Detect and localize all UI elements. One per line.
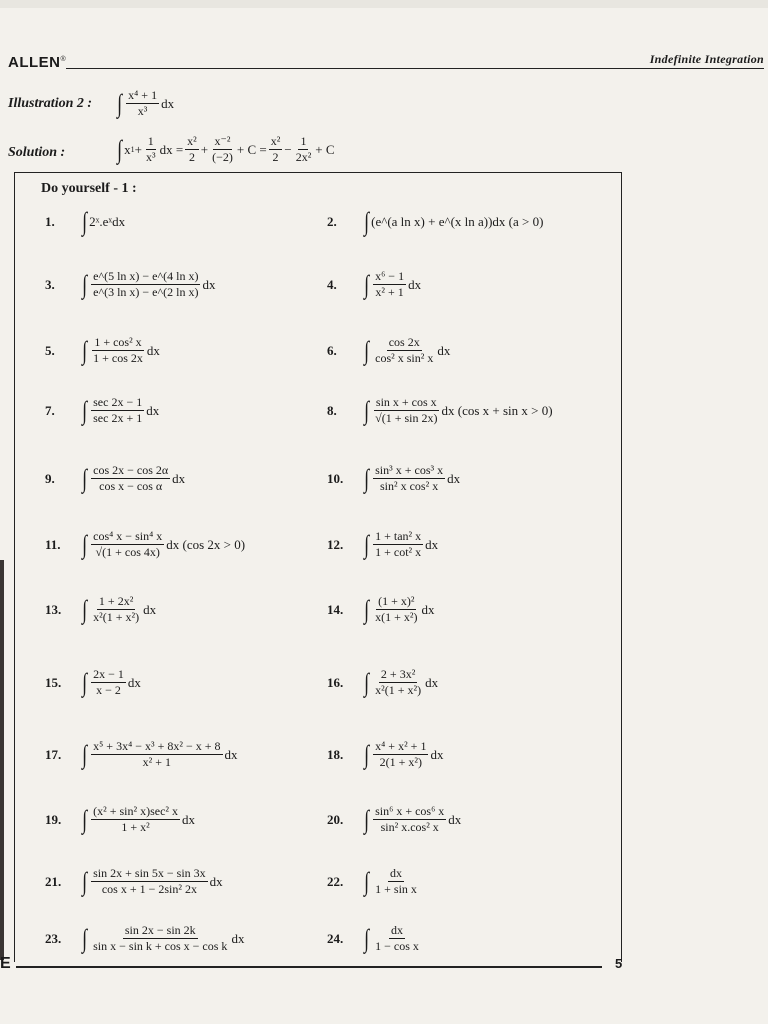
- footer-letter: E: [0, 955, 11, 972]
- solution-label: Solution :: [8, 145, 66, 160]
- fraction: $\frac{\text{(1 + x)²}}{\text{x(1 + x²)}}$: [375, 594, 418, 624]
- problem-expression: ∫ $\frac{\text{2 + 3x²}}{\text{x²(1 + x²)}}$ dx: [364, 667, 439, 697]
- integral-sign-icon: ∫: [364, 667, 370, 697]
- problem-item: [45, 804, 195, 835]
- problem-expression: ∫ $\frac{\text{sin⁶ x + cos⁶ x}}{\text{sin² x.cos² x}}$ dx: [364, 804, 462, 834]
- problem-item: [45, 594, 156, 625]
- problem-number: 1.: [45, 214, 55, 229]
- problem-expression: ∫ $\frac{\cos 2x}{\text{cos² x sin² x}}$ dx: [364, 335, 451, 365]
- footer-rule: [16, 966, 602, 968]
- problem-number: 8.: [327, 402, 337, 418]
- problem-item: [327, 209, 543, 235]
- illustration-expression: ∫ $\frac{\text{x⁴ + 1}}{\text{x³}}$ dx: [117, 88, 175, 118]
- fraction: $\frac{\text{x⁵ + 3x⁴ − x³ + 8x² − x + 8}}{\text{x² + 1}}$: [93, 739, 221, 769]
- integral-sign-icon: ∫: [82, 335, 88, 365]
- fraction: $\frac{\sin 2x + \sin 5x - \sin 3x}{\text{cos x + 1 − 2sin² 2x}}$: [93, 866, 206, 896]
- problem-item: [327, 335, 450, 366]
- illustration-label: Illustration 2 :: [8, 96, 93, 111]
- problem-expression: ∫ $\frac{\sin 2x + \sin 5x - \sin 3x}{\text{cos x + 1 − 2sin² 2x}}$ dx: [82, 866, 223, 896]
- do-yourself-box: [14, 172, 622, 962]
- problem-expression: ∫ $\frac{\text{e\textasciicircum{}(5 ln x) − e\textasciicircum{}(4 ln x)}}{\text{e\textasciicircum{}(3 ln x) − e\textasciicircum{}(2 ln x)}}$ dx: [82, 269, 216, 299]
- problem-expression: ∫ $\frac{\sin 2x - \sin 2k}{\text{sin x − sin k + cos x − cos k}}$ dx: [82, 923, 245, 953]
- integral-sign-icon: ∫: [82, 395, 88, 425]
- fraction: $\frac{\text{(x² + sin² x)sec² x}}{\text{1 + x²}}$: [93, 804, 179, 834]
- problem-number: 10.: [327, 470, 344, 486]
- problem-number: 17.: [45, 746, 62, 762]
- integral-sign-icon: ∫: [82, 804, 88, 834]
- problem-item: [327, 804, 461, 835]
- fraction: $\frac{\text{x⁴ + 1}}{\text{x³}}$: [128, 88, 158, 118]
- integral-sign-icon: ∫: [82, 923, 88, 953]
- integral-sign-icon: ∫: [364, 207, 370, 236]
- fraction: $\frac{\text{e\textasciicircum{}(5 ln x) − e\textasciicircum{}(4 ln x)}}{\text{e\textasciicircum{}(3 ln x) − e\textasciicircum{}(2 ln x)}}$: [93, 269, 199, 299]
- problem-expression: ∫ $\frac{\text{sin³ x + cos³ x}}{\text{sin² x cos² x}}$ dx: [364, 463, 461, 493]
- problem-item: [327, 866, 421, 897]
- integral-sign-icon: ∫: [364, 395, 370, 425]
- integral-sign-icon: ∫: [364, 463, 370, 493]
- problem-expression: ∫ $\frac{\text{1 + 2x²}}{\text{x²(1 + x²)}}$ dx: [82, 594, 157, 624]
- fraction: $\frac{\text{sin x + cos x}}{√(1 + \sin 2x)}$: [375, 395, 438, 425]
- problem-number: 21.: [45, 873, 62, 889]
- binding-edge: [0, 560, 4, 960]
- integral-sign-icon: ∫: [117, 134, 123, 164]
- integral-sign-icon: ∫: [82, 866, 88, 896]
- brand-logo: ALLEN®: [8, 54, 67, 71]
- chapter-title: Indefinite Integration: [649, 52, 764, 66]
- problem-number: 7.: [45, 402, 55, 418]
- page-header: [6, 52, 764, 76]
- fraction: $\frac{\text{1 + 2x²}}{\text{x²(1 + x²)}}$: [93, 594, 140, 624]
- integral-sign-icon: ∫: [117, 88, 123, 118]
- fraction: $\frac{\text{x⁴ + x² + 1}}{\text{2(1 + x²)}}$: [375, 739, 427, 769]
- problem-number: 23.: [45, 930, 62, 946]
- problem-number: 24.: [327, 930, 344, 946]
- integral-sign-icon: ∫: [364, 739, 370, 769]
- problem-expression: ∫ 2ˣ.eˣdx: [82, 207, 126, 236]
- problem-expression: [363, 866, 421, 897]
- problem-item: [327, 667, 438, 698]
- fraction: $\frac{\cos 2x}{\text{cos² x sin² x}}$: [375, 335, 434, 365]
- problem-item: [45, 209, 125, 235]
- problem-item: [45, 395, 159, 426]
- problem-item: [45, 335, 160, 366]
- problem-expression: ∫ $\frac{\text{x⁴ + x² + 1}}{\text{2(1 + x²)}}$ dx: [364, 739, 444, 769]
- problem-expression: ∫ $\frac{\text{(x² + sin² x)sec² x}}{\text{1 + x²}}$ dx: [82, 804, 196, 834]
- header-rule: [66, 68, 764, 69]
- fraction: $\frac{\cos 2x - \cos 2\alpha}{\text{cos x − cos α}}$: [93, 463, 169, 493]
- problem-expression: ∫ $\frac{\text{(1 + x)²}}{\text{x(1 + x²)}}$ dx: [364, 594, 435, 624]
- fraction: $\frac{2x - 1}{x - 2}$: [93, 667, 124, 697]
- problem-item: [327, 923, 423, 954]
- problem-number: 12.: [327, 536, 344, 552]
- fraction: $\frac{\sin 2x - \sin 2k}{\text{sin x − sin k + cos x − cos k}}$: [93, 923, 228, 953]
- problem-item: [327, 529, 438, 560]
- fraction: $\frac{\text{cos⁴ x − sin⁴ x}}{√(1 + \cos 4x)}$: [93, 529, 163, 559]
- fraction: $\frac{\text{2 + 3x²}}{\text{x²(1 + x²)}}$: [375, 667, 422, 697]
- problem-item: [45, 866, 223, 897]
- integral-sign-icon: ∫: [364, 529, 370, 559]
- problem-expression: ∫ $\frac{\text{x⁵ + 3x⁴ − x³ + 8x² − x + 8}}{\text{x² + 1}}$ dx: [82, 739, 238, 769]
- integral-sign-icon: ∫: [364, 335, 370, 365]
- integral-sign-icon: ∫: [364, 804, 370, 834]
- fraction: $\frac{dx}{\text{1 + sin x}}$: [375, 866, 417, 896]
- integral-sign-icon: ∫: [82, 667, 88, 697]
- problem-expression: [363, 923, 423, 954]
- page-top-edge: [0, 0, 768, 8]
- integral-sign-icon: ∫: [364, 923, 370, 953]
- problem-number: 9.: [45, 470, 55, 486]
- integral-sign-icon: ∫: [82, 739, 88, 769]
- integral-sign-icon: ∫: [82, 269, 88, 299]
- problem-expression: ∫ $\frac{2x - 1}{x - 2}$ dx: [82, 667, 141, 697]
- exercise-title: Do yourself - 1 :: [41, 181, 137, 196]
- problem-expression: ∫ $\frac{\cos 2x - \cos 2\alpha}{\text{cos x − cos α}}$ dx: [82, 463, 186, 493]
- problem-expression: ∫ (e^(a ln x) + e^(x ln a))dx (a > 0): [364, 207, 544, 236]
- integral-sign-icon: ∫: [82, 529, 88, 559]
- integral-sign-icon: ∫: [364, 866, 370, 896]
- integral-sign-icon: ∫: [364, 594, 370, 624]
- problem-item: [327, 395, 553, 426]
- problem-expression: ∫ $\frac{\text{sin x + cos x}}{√(1 + \sin 2x)}$ dx (cos x + sin x > 0): [364, 395, 553, 425]
- problem-number: 13.: [45, 601, 62, 617]
- problem-number: 22.: [327, 873, 344, 889]
- problem-item: [45, 529, 245, 560]
- problem-number: 11.: [45, 536, 61, 552]
- problem-item: [45, 463, 185, 494]
- integral-sign-icon: ∫: [82, 207, 88, 236]
- problem-number: 19.: [45, 811, 62, 827]
- problem-item: [327, 594, 434, 625]
- problem-expression: ∫ $\frac{\sec 2x - 1}{\sec 2x + 1}$ dx: [82, 395, 160, 425]
- problem-number: 3.: [45, 276, 55, 292]
- problem-number: 15.: [45, 674, 62, 690]
- fraction: $\frac{\text{sin⁶ x + cos⁶ x}}{\text{sin² x.cos² x}}$: [375, 804, 445, 834]
- fraction: $\frac{\text{1 + cos² x}}{1 + \cos 2x}$: [93, 335, 143, 365]
- problem-number: 16.: [327, 674, 344, 690]
- solution-expression: ∫ x 1 + $\frac{1}{\text{x³}}$ dx = $\frac{\text{x²}}{2}$ + $\frac{\text{x⁻²}}{(-2)}$ + C = $\frac{\text{x²}}{2}$ − $\frac{1}{\text{2x²}}$ + C: [117, 134, 335, 164]
- fraction: $\frac{\text{1 + tan² x}}{\text{1 + cot² x}}$: [375, 529, 422, 559]
- problem-number: 14.: [327, 601, 344, 617]
- problem-expression: ∫ $\frac{\text{1 + tan² x}}{\text{1 + cot² x}}$ dx: [364, 529, 439, 559]
- problem-item: [45, 739, 238, 770]
- problem-item: [45, 923, 244, 954]
- page-number: 5: [615, 956, 623, 971]
- problem-number: 18.: [327, 746, 344, 762]
- fraction: $\frac{\sec 2x - 1}{\sec 2x + 1}$: [93, 395, 143, 425]
- problem-number: 2.: [327, 214, 337, 229]
- problem-number: 5.: [45, 342, 55, 358]
- problem-number: 6.: [327, 342, 337, 358]
- fraction: $\frac{dx}{\text{1 − cos x}}$: [375, 923, 419, 953]
- problem-expression: ∫ $\frac{\text{cos⁴ x − sin⁴ x}}{√(1 + \cos 4x)}$ dx (cos 2x > 0): [82, 529, 246, 559]
- problem-number: 4.: [327, 276, 337, 292]
- problem-item: [45, 667, 141, 698]
- integral-sign-icon: ∫: [82, 594, 88, 624]
- problem-expression: ∫ $\frac{\text{1 + cos² x}}{1 + \cos 2x}$ dx: [82, 335, 160, 365]
- problem-item: [327, 269, 421, 300]
- fraction: $\frac{\text{sin³ x + cos³ x}}{\text{sin² x cos² x}}$: [375, 463, 444, 493]
- integral-sign-icon: ∫: [364, 269, 370, 299]
- fraction: $\frac{\text{x⁶ − 1}}{\text{x² + 1}}$: [375, 269, 405, 299]
- problem-expression: ∫ $\frac{\text{x⁶ − 1}}{\text{x² + 1}}$ dx: [364, 269, 422, 299]
- problem-number: 20.: [327, 811, 344, 827]
- problem-item: [45, 269, 215, 300]
- integral-sign-icon: ∫: [82, 463, 88, 493]
- problem-item: [327, 739, 443, 770]
- problem-item: [327, 463, 460, 494]
